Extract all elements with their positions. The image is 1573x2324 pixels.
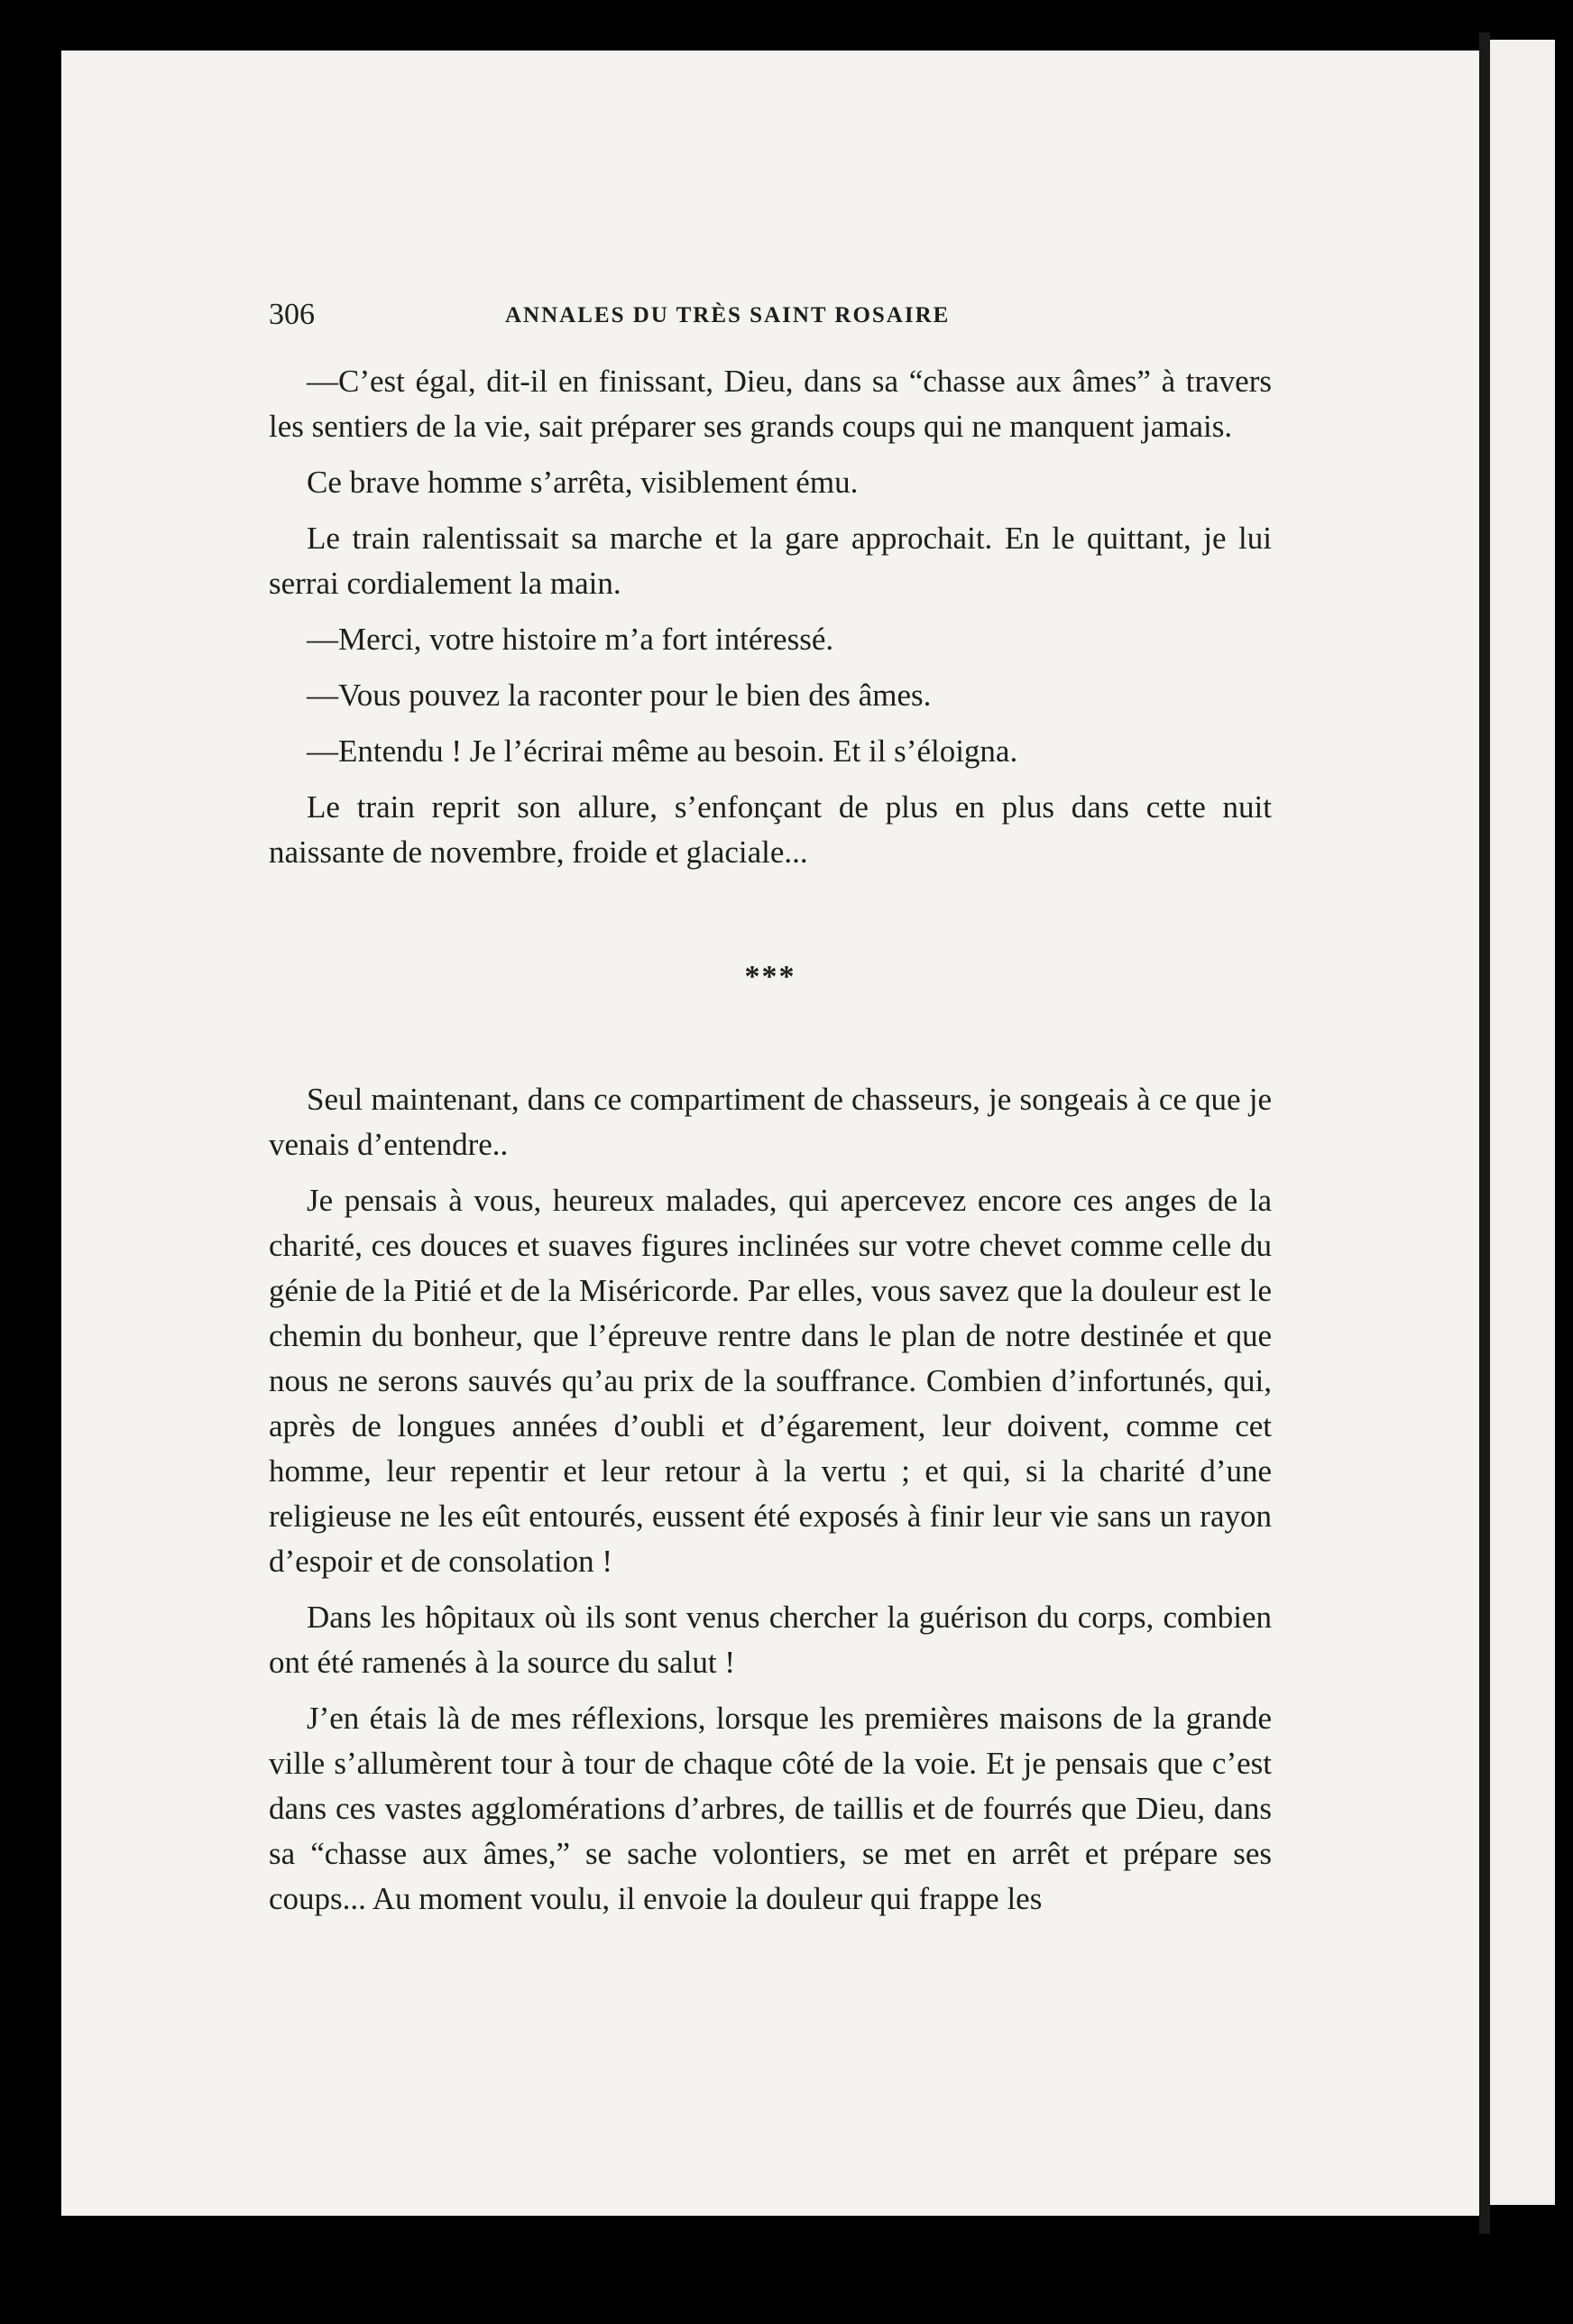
page-header: [269, 298, 1288, 334]
section-ornament: ***: [744, 960, 796, 993]
paragraph: —Merci, votre histoire m’a fort intéressé.: [307, 622, 834, 657]
paragraph: Le train reprit son allure, s’enfonçant de plus en plus dans cette nuit naissante de novembre, froide et glaciale...: [269, 789, 1272, 870]
book-spine: [1479, 32, 1490, 2234]
page-number: 306: [269, 298, 315, 331]
paragraph: Je pensais à vous, heureux malades, qui apercevez encore ces anges de la charité, ces douces et suaves figures inclinées sur votre chevet comme celle du génie de la Pitié et de la Miséricorde. Par elles, vous savez que la douleur est le chemin du bonheur, que l’épreuve rentre dans le plan de notre destinée et que nous ne serons sauvés qu’au prix de la souffrance. Combien d’infortunés, qui, après de longues années d’oubli et d’égarement, leur doivent, comme cet homme, leur repentir et leur retour à la vertu ; et qui, si la charité d’une religieuse ne les eût entourés, eussent été exposés à finir leur vie sans un rayon d’espoir et de consolation !: [269, 1183, 1272, 1579]
paragraph: Dans les hôpitaux où ils sont venus chercher la guérison du corps, combien ont été ramenés à la source du salut !: [269, 1600, 1272, 1680]
paragraph: —C’est égal, dit-il en finissant, Dieu, dans sa “chasse aux âmes” à travers les sentiers de la vie, sait préparer ses grands coups qui ne manquent jamais.: [269, 364, 1272, 444]
paragraph: Le train ralentissait sa marche et la gare approchait. En le quittant, je lui serrai cordialement la main.: [269, 521, 1272, 601]
paragraph: Ce brave homme s’arrêta, visiblement ému.: [307, 465, 859, 500]
paragraph: J’en étais là de mes réflexions, lorsque les premières maisons de la grande ville s’allumèrent tour à tour de chaque côté de la voie. Et je pensais que c’est dans ces vastes agglomérations d’arbres, de taillis et de fourrés que Dieu, dans sa “chasse aux âmes,” se sache volontiers, se met en arrêt et prépare ses coups... Au moment voulu, il envoie la douleur qui frappe les: [269, 1701, 1272, 1916]
paragraph: —Entendu ! Je l’écrirai même au besoin. Et il s’éloigna.: [307, 733, 1018, 769]
paragraph: Seul maintenant, dans ce compartiment de chasseurs, je songeais à ce que je venais d’entendre..: [269, 1082, 1272, 1162]
next-page-edge: [1490, 40, 1555, 2205]
body-text: [269, 359, 1272, 1932]
running-title: ANNALES DU TRÈS SAINT ROSAIRE: [505, 303, 951, 327]
paragraph: —Vous pouvez la raconter pour le bien des âmes.: [307, 678, 932, 713]
